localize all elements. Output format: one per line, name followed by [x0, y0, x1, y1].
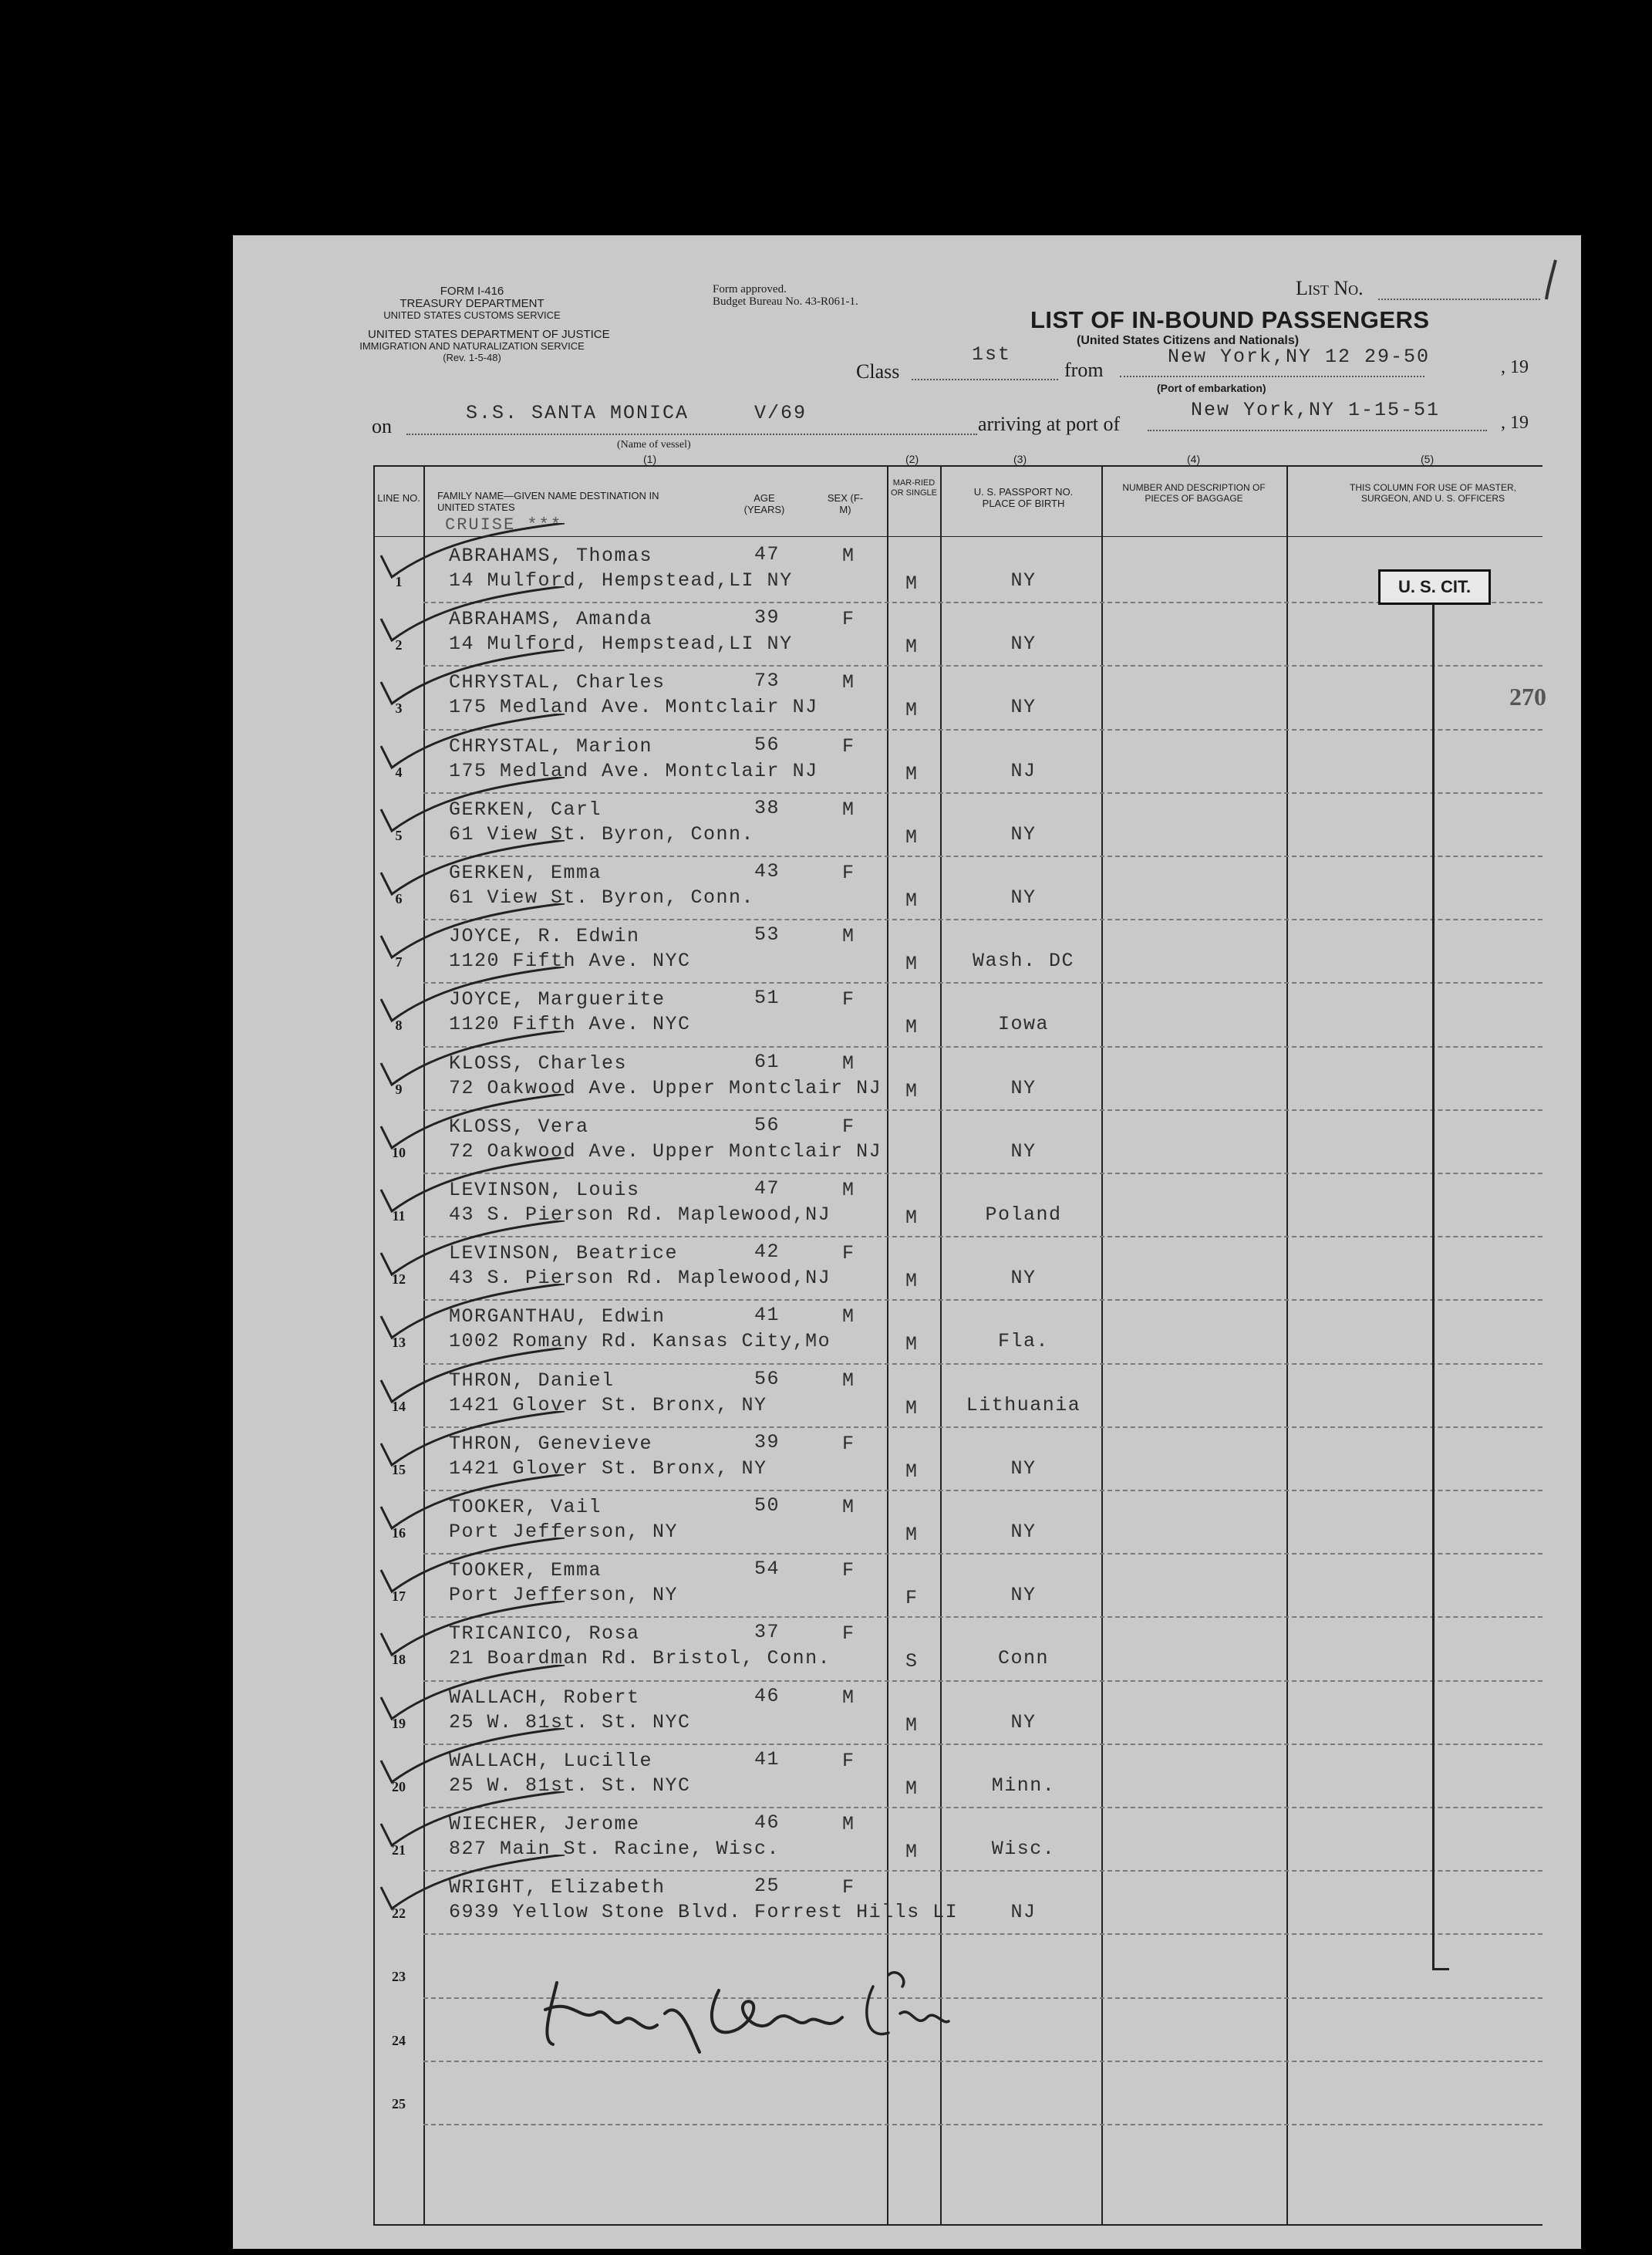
column-number-1: (1)	[643, 453, 657, 465]
passenger-age: 39	[754, 1430, 780, 1453]
line-number: 13	[392, 1335, 406, 1351]
row-divider	[423, 1870, 1542, 1872]
passenger-destination: 14 Mulford, Hempstead,LI NY	[449, 569, 793, 592]
passenger-destination: 21 Boardman Rd. Bristol, Conn.	[449, 1647, 831, 1670]
line-number: 16	[392, 1525, 406, 1541]
passenger-name: WALLACH, Lucille	[449, 1749, 653, 1772]
passenger-name: ABRAHAMS, Amanda	[449, 608, 653, 631]
column-number-5: (5)	[1421, 453, 1435, 465]
passenger-age: 25	[754, 1875, 780, 1898]
place-of-birth: NY	[1010, 822, 1037, 846]
passenger-age: 53	[754, 923, 780, 947]
place-of-birth: Wisc.	[991, 1838, 1056, 1860]
passenger-destination: 61 View St. Byron, Conn.	[449, 822, 755, 846]
column-header-sex: SEX (F-M)	[827, 492, 864, 515]
passenger-name: WALLACH, Robert	[449, 1686, 640, 1709]
list-number-mark	[1540, 257, 1563, 303]
column-header-line: LINE NO.	[377, 492, 420, 504]
row-divider	[423, 602, 1542, 603]
place-of-birth: Fla.	[997, 1330, 1049, 1353]
row-divider	[423, 1173, 1542, 1174]
passenger-destination: 1120 Fifth Ave. NYC	[449, 1013, 691, 1036]
passenger-name: JOYCE, R. Edwin	[449, 925, 640, 948]
passenger-destination: 175 Medland Ave. Montclair NJ	[449, 696, 818, 719]
line-number: 10	[392, 1144, 406, 1160]
passenger-age: 61	[754, 1050, 780, 1073]
passenger-age: 56	[754, 1367, 780, 1390]
budget-bureau: Budget Bureau No. 43-R061-1.	[713, 295, 858, 308]
line-number: 23	[392, 1969, 406, 1985]
table-bottom-border	[373, 2224, 1542, 2226]
row-divider	[423, 1744, 1542, 1745]
passenger-name: GERKEN, Emma	[449, 862, 602, 884]
line-number: 15	[392, 1461, 406, 1477]
passenger-age: 73	[754, 670, 780, 693]
passenger-sex: F	[842, 1749, 855, 1772]
passenger-name: TOOKER, Vail	[449, 1496, 602, 1518]
row-divider	[423, 1616, 1542, 1618]
row-divider	[423, 1553, 1542, 1555]
marital-status: F	[905, 1587, 919, 1610]
passenger-sex: M	[842, 925, 855, 948]
passenger-sex: F	[842, 1559, 855, 1582]
line-number: 14	[392, 1398, 406, 1414]
passenger-destination: 827 Main St. Racine, Wisc.	[449, 1838, 780, 1860]
department-of-justice: UNITED STATES DEPARTMENT OF JUSTICE	[368, 328, 610, 341]
place-of-birth: NY	[1010, 1710, 1037, 1733]
passenger-name: CHRYSTAL, Marion	[449, 734, 653, 758]
arriving-field	[1148, 430, 1487, 431]
passenger-name: THRON, Daniel	[449, 1369, 615, 1392]
line-number: 6	[395, 891, 403, 906]
marital-status: M	[905, 1396, 919, 1420]
passenger-age: 38	[754, 796, 780, 819]
check-mark	[372, 967, 572, 1028]
passenger-age: 54	[754, 1558, 780, 1581]
passenger-sex: F	[842, 1876, 855, 1899]
passenger-name: CHRYSTAL, Charles	[449, 671, 666, 694]
inspector-signature	[526, 1967, 958, 2060]
row-divider	[423, 1426, 1542, 1428]
class-field	[912, 379, 1058, 380]
passenger-age: 41	[754, 1304, 780, 1327]
check-mark	[372, 1220, 572, 1282]
passenger-destination: 25 W. 81st. St. NYC	[449, 1774, 691, 1797]
row-divider	[423, 1490, 1542, 1491]
vessel-value: S.S. SANTA MONICA V/69	[466, 402, 807, 424]
manifest-page	[233, 235, 1581, 2249]
check-mark	[372, 523, 572, 585]
passenger-destination: 43 S. Pierson Rd. Maplewood,NJ	[449, 1267, 831, 1290]
passenger-sex: F	[842, 734, 855, 758]
passenger-name: THRON, Genevieve	[449, 1432, 653, 1455]
check-mark	[372, 1157, 572, 1219]
arriving-value: New York,NY 1-15-51	[1191, 399, 1441, 421]
check-mark	[372, 1348, 572, 1409]
check-mark	[372, 650, 572, 711]
row-divider	[423, 1933, 1542, 1935]
passenger-destination: Port Jefferson, NY	[449, 1521, 679, 1543]
passenger-sex: M	[842, 1305, 855, 1328]
passenger-sex: M	[842, 1686, 855, 1709]
column-header-officers: THIS COLUMN FOR USE OF MASTER, SURGEON, AND U. S. OFFICERS	[1349, 482, 1516, 504]
row-divider	[423, 1046, 1542, 1048]
place-of-birth: NJ	[1010, 1901, 1037, 1924]
line-number: 12	[392, 1271, 406, 1288]
class-value: 1st	[972, 343, 1012, 366]
passenger-destination: 72 Oakwood Ave. Upper Montclair NJ	[449, 1139, 882, 1163]
marital-status: M	[905, 1777, 919, 1800]
form-approved: Form approved.	[713, 283, 787, 295]
line-number: 17	[392, 1588, 406, 1605]
place-of-birth: NY	[1010, 1584, 1037, 1607]
check-mark	[372, 1031, 572, 1092]
cruise-label: CRUISE ***	[445, 515, 563, 535]
line-number: 11	[392, 1208, 406, 1224]
passenger-name: TOOKER, Emma	[449, 1559, 602, 1582]
marital-status: M	[905, 1333, 919, 1356]
line-number: 20	[392, 1778, 406, 1794]
passenger-destination: 6939 Yellow Stone Blvd. Forrest Hills LI	[449, 1901, 959, 1924]
line-number: 5	[395, 827, 403, 843]
passenger-age: 39	[754, 606, 780, 630]
column-header-baggage: NUMBER AND DESCRIPTION OF PIECES OF BAGGAGE	[1122, 482, 1266, 504]
passenger-age: 46	[754, 1811, 780, 1834]
passenger-destination: 175 Medland Ave. Montclair NJ	[449, 759, 818, 782]
customs-service: UNITED STATES CUSTOMS SERVICE	[383, 309, 561, 321]
column-header-married: MAR-RIED OR SINGLE	[891, 478, 937, 498]
passenger-destination: 43 S. Pierson Rd. Maplewood,NJ	[449, 1203, 831, 1226]
check-mark	[372, 714, 572, 775]
arriving-label: arriving at port of	[978, 413, 1121, 435]
place-of-birth: Conn	[997, 1647, 1049, 1670]
line-number: 7	[395, 954, 403, 971]
check-mark	[372, 1474, 572, 1536]
passenger-sex: F	[842, 988, 855, 1011]
place-of-birth: NY	[1010, 1457, 1037, 1480]
passenger-sex: M	[842, 1496, 855, 1518]
row-divider	[423, 919, 1542, 920]
place-of-birth: NY	[1010, 886, 1037, 909]
marital-status: M	[905, 1713, 919, 1737]
marital-status: M	[905, 1079, 919, 1102]
line-number: 3	[395, 700, 403, 717]
passenger-destination: 14 Mulford, Hempstead,LI NY	[449, 633, 793, 656]
place-of-birth: NY	[1010, 1139, 1037, 1163]
row-divider	[423, 665, 1542, 667]
line-number: 22	[392, 1906, 406, 1922]
passenger-name: ABRAHAMS, Thomas	[449, 545, 653, 567]
passenger-sex: F	[842, 862, 855, 884]
check-mark	[372, 1791, 572, 1853]
vessel-field	[406, 434, 977, 435]
passenger-destination: 72 Oakwood Ave. Upper Montclair NJ	[449, 1076, 882, 1099]
passenger-age: 46	[754, 1684, 780, 1707]
row-divider	[423, 1807, 1542, 1808]
stamp-bracket-foot	[1432, 1968, 1449, 1970]
marital-status: M	[905, 1207, 919, 1229]
immigration-service: IMMIGRATION AND NATURALIZATION SERVICE	[359, 340, 585, 352]
passenger-destination: Port Jefferson, NY	[449, 1584, 679, 1607]
passenger-age: 41	[754, 1747, 780, 1771]
passenger-sex: F	[842, 1622, 855, 1646]
column-number-2: (2)	[905, 453, 919, 465]
check-mark	[372, 586, 572, 648]
port-embarkation-label: (Port of embarkation)	[1157, 382, 1266, 394]
passenger-age: 51	[754, 987, 780, 1010]
passenger-name: JOYCE, Marguerite	[449, 988, 666, 1011]
year-label-2: , 19	[1501, 413, 1529, 433]
marital-status: M	[905, 1841, 919, 1863]
margin-number: 270	[1509, 683, 1546, 711]
check-mark	[372, 1538, 572, 1599]
from-field	[1120, 376, 1424, 377]
form-revision: (Rev. 1-5-48)	[443, 352, 501, 363]
place-of-birth: NY	[1010, 1521, 1037, 1543]
place-of-birth: NY	[1010, 1267, 1037, 1290]
line-number: 2	[395, 637, 403, 653]
row-divider	[423, 1109, 1542, 1111]
line-number: 24	[392, 2032, 406, 2048]
check-mark	[372, 1284, 572, 1345]
check-mark	[372, 1411, 572, 1473]
passenger-sex: M	[842, 1813, 855, 1835]
list-number-label: List No.	[1296, 277, 1364, 299]
row-divider	[423, 982, 1542, 984]
column-header-name: FAMILY NAME—GIVEN NAME DESTINATION IN UNITED STATES	[437, 490, 659, 513]
row-divider	[423, 856, 1542, 857]
row-divider	[423, 1363, 1542, 1365]
passenger-name: LEVINSON, Beatrice	[449, 1242, 679, 1265]
list-number-field	[1378, 299, 1540, 300]
class-label: Class	[856, 360, 900, 383]
vessel-label: (Name of vessel)	[617, 439, 691, 451]
line-number: 19	[392, 1715, 406, 1731]
place-of-birth: Minn.	[991, 1774, 1056, 1797]
check-mark	[372, 777, 572, 839]
check-mark	[372, 1094, 572, 1156]
row-divider	[423, 1680, 1542, 1682]
line-number: 8	[395, 1018, 403, 1034]
passenger-name: KLOSS, Charles	[449, 1052, 628, 1075]
passenger-name: KLOSS, Vera	[449, 1115, 589, 1138]
passenger-age: 56	[754, 733, 780, 756]
column-number-4: (4)	[1187, 453, 1201, 465]
line-number: 1	[395, 574, 403, 589]
marital-status: M	[905, 1524, 919, 1546]
check-mark	[372, 1855, 572, 1916]
passenger-sex: M	[842, 1052, 855, 1075]
from-value: New York,NY 12 29-50	[1168, 346, 1431, 368]
passenger-destination: 25 W. 81st. St. NYC	[449, 1710, 691, 1733]
marital-status: M	[905, 1270, 919, 1293]
passenger-name: WRIGHT, Elizabeth	[449, 1876, 666, 1899]
passenger-sex: M	[842, 1369, 855, 1392]
passenger-destination: 1421 Glover St. Bronx, NY	[449, 1457, 767, 1480]
line-number: 21	[392, 1842, 406, 1858]
column-number-3: (3)	[1013, 453, 1027, 465]
place-of-birth: NY	[1010, 1076, 1037, 1099]
passenger-sex: F	[842, 1115, 855, 1138]
passenger-age: 43	[754, 860, 780, 883]
passenger-sex: F	[842, 1242, 855, 1265]
passenger-name: LEVINSON, Louis	[449, 1179, 640, 1201]
marital-status: S	[905, 1650, 919, 1673]
year-label: , 19	[1501, 357, 1529, 377]
marital-status: M	[905, 890, 919, 912]
passenger-age: 37	[754, 1621, 780, 1644]
on-label: on	[372, 415, 392, 437]
passenger-sex: M	[842, 671, 855, 694]
us-citizen-stamp: U. S. CIT.	[1378, 569, 1491, 605]
marital-status: M	[905, 699, 919, 722]
row-divider	[423, 2124, 1542, 2125]
passenger-destination: 1421 Glover St. Bronx, NY	[449, 1393, 767, 1416]
passenger-age: 47	[754, 543, 780, 565]
document-title: LIST OF IN-BOUND PASSENGERS	[1030, 306, 1430, 333]
place-of-birth: Iowa	[997, 1013, 1049, 1036]
line-number: 4	[395, 764, 403, 780]
row-divider	[423, 1299, 1542, 1301]
passenger-sex: F	[842, 608, 855, 631]
check-mark	[372, 1728, 572, 1790]
place-of-birth: NY	[1010, 696, 1037, 719]
stamp-bracket-line	[1432, 604, 1435, 1970]
passenger-age: 50	[754, 1494, 780, 1517]
row-divider	[423, 1236, 1542, 1237]
place-of-birth: Lithuania	[966, 1393, 1081, 1416]
check-mark	[372, 903, 572, 965]
check-mark	[372, 840, 572, 902]
passenger-destination: 61 View St. Byron, Conn.	[449, 886, 755, 909]
place-of-birth: NY	[1010, 633, 1037, 656]
check-mark	[372, 1601, 572, 1663]
marital-status: M	[905, 636, 919, 659]
check-mark	[372, 1665, 572, 1727]
marital-status: M	[905, 1460, 919, 1483]
marital-status: M	[905, 762, 919, 785]
place-of-birth: Poland	[985, 1203, 1062, 1226]
from-label: from	[1064, 359, 1104, 381]
place-of-birth: Wash. DC	[972, 950, 1075, 973]
marital-status: M	[905, 953, 919, 976]
marital-status: M	[905, 572, 919, 595]
passenger-name: WIECHER, Jerome	[449, 1813, 640, 1835]
passenger-destination: 1120 Fifth Ave. NYC	[449, 950, 691, 973]
passenger-age: 42	[754, 1241, 780, 1264]
column-header-passport: U. S. PASSPORT NO. PLACE OF BIRTH	[973, 486, 1074, 509]
form-number: FORM I-416	[440, 285, 504, 298]
passenger-age: 56	[754, 1113, 780, 1136]
passenger-age: 47	[754, 1177, 780, 1200]
line-number: 25	[392, 2095, 406, 2112]
document-subtitle: (United States Citizens and Nationals)	[1077, 334, 1300, 347]
passenger-sex: M	[842, 1179, 855, 1201]
table-top-border	[373, 465, 1542, 467]
marital-status: M	[905, 825, 919, 849]
place-of-birth: NY	[1010, 569, 1037, 592]
passenger-name: MORGANTHAU, Edwin	[449, 1305, 666, 1328]
column-header-age: AGE (YEARS)	[743, 492, 785, 515]
row-divider	[423, 729, 1542, 731]
line-number: 18	[392, 1652, 406, 1668]
treasury-department: TREASURY DEPARTMENT	[400, 297, 544, 310]
passenger-sex: M	[842, 545, 855, 567]
passenger-name: GERKEN, Carl	[449, 798, 602, 821]
marital-status: M	[905, 1016, 919, 1039]
passenger-destination: 1002 Romany Rd. Kansas City,Mo	[449, 1330, 831, 1353]
passenger-sex: M	[842, 798, 855, 821]
place-of-birth: NJ	[1010, 759, 1037, 782]
row-divider	[423, 2061, 1542, 2062]
line-number: 9	[395, 1081, 403, 1097]
passenger-name: TRICANICO, Rosa	[449, 1622, 640, 1646]
row-divider	[423, 792, 1542, 794]
passenger-sex: F	[842, 1432, 855, 1455]
